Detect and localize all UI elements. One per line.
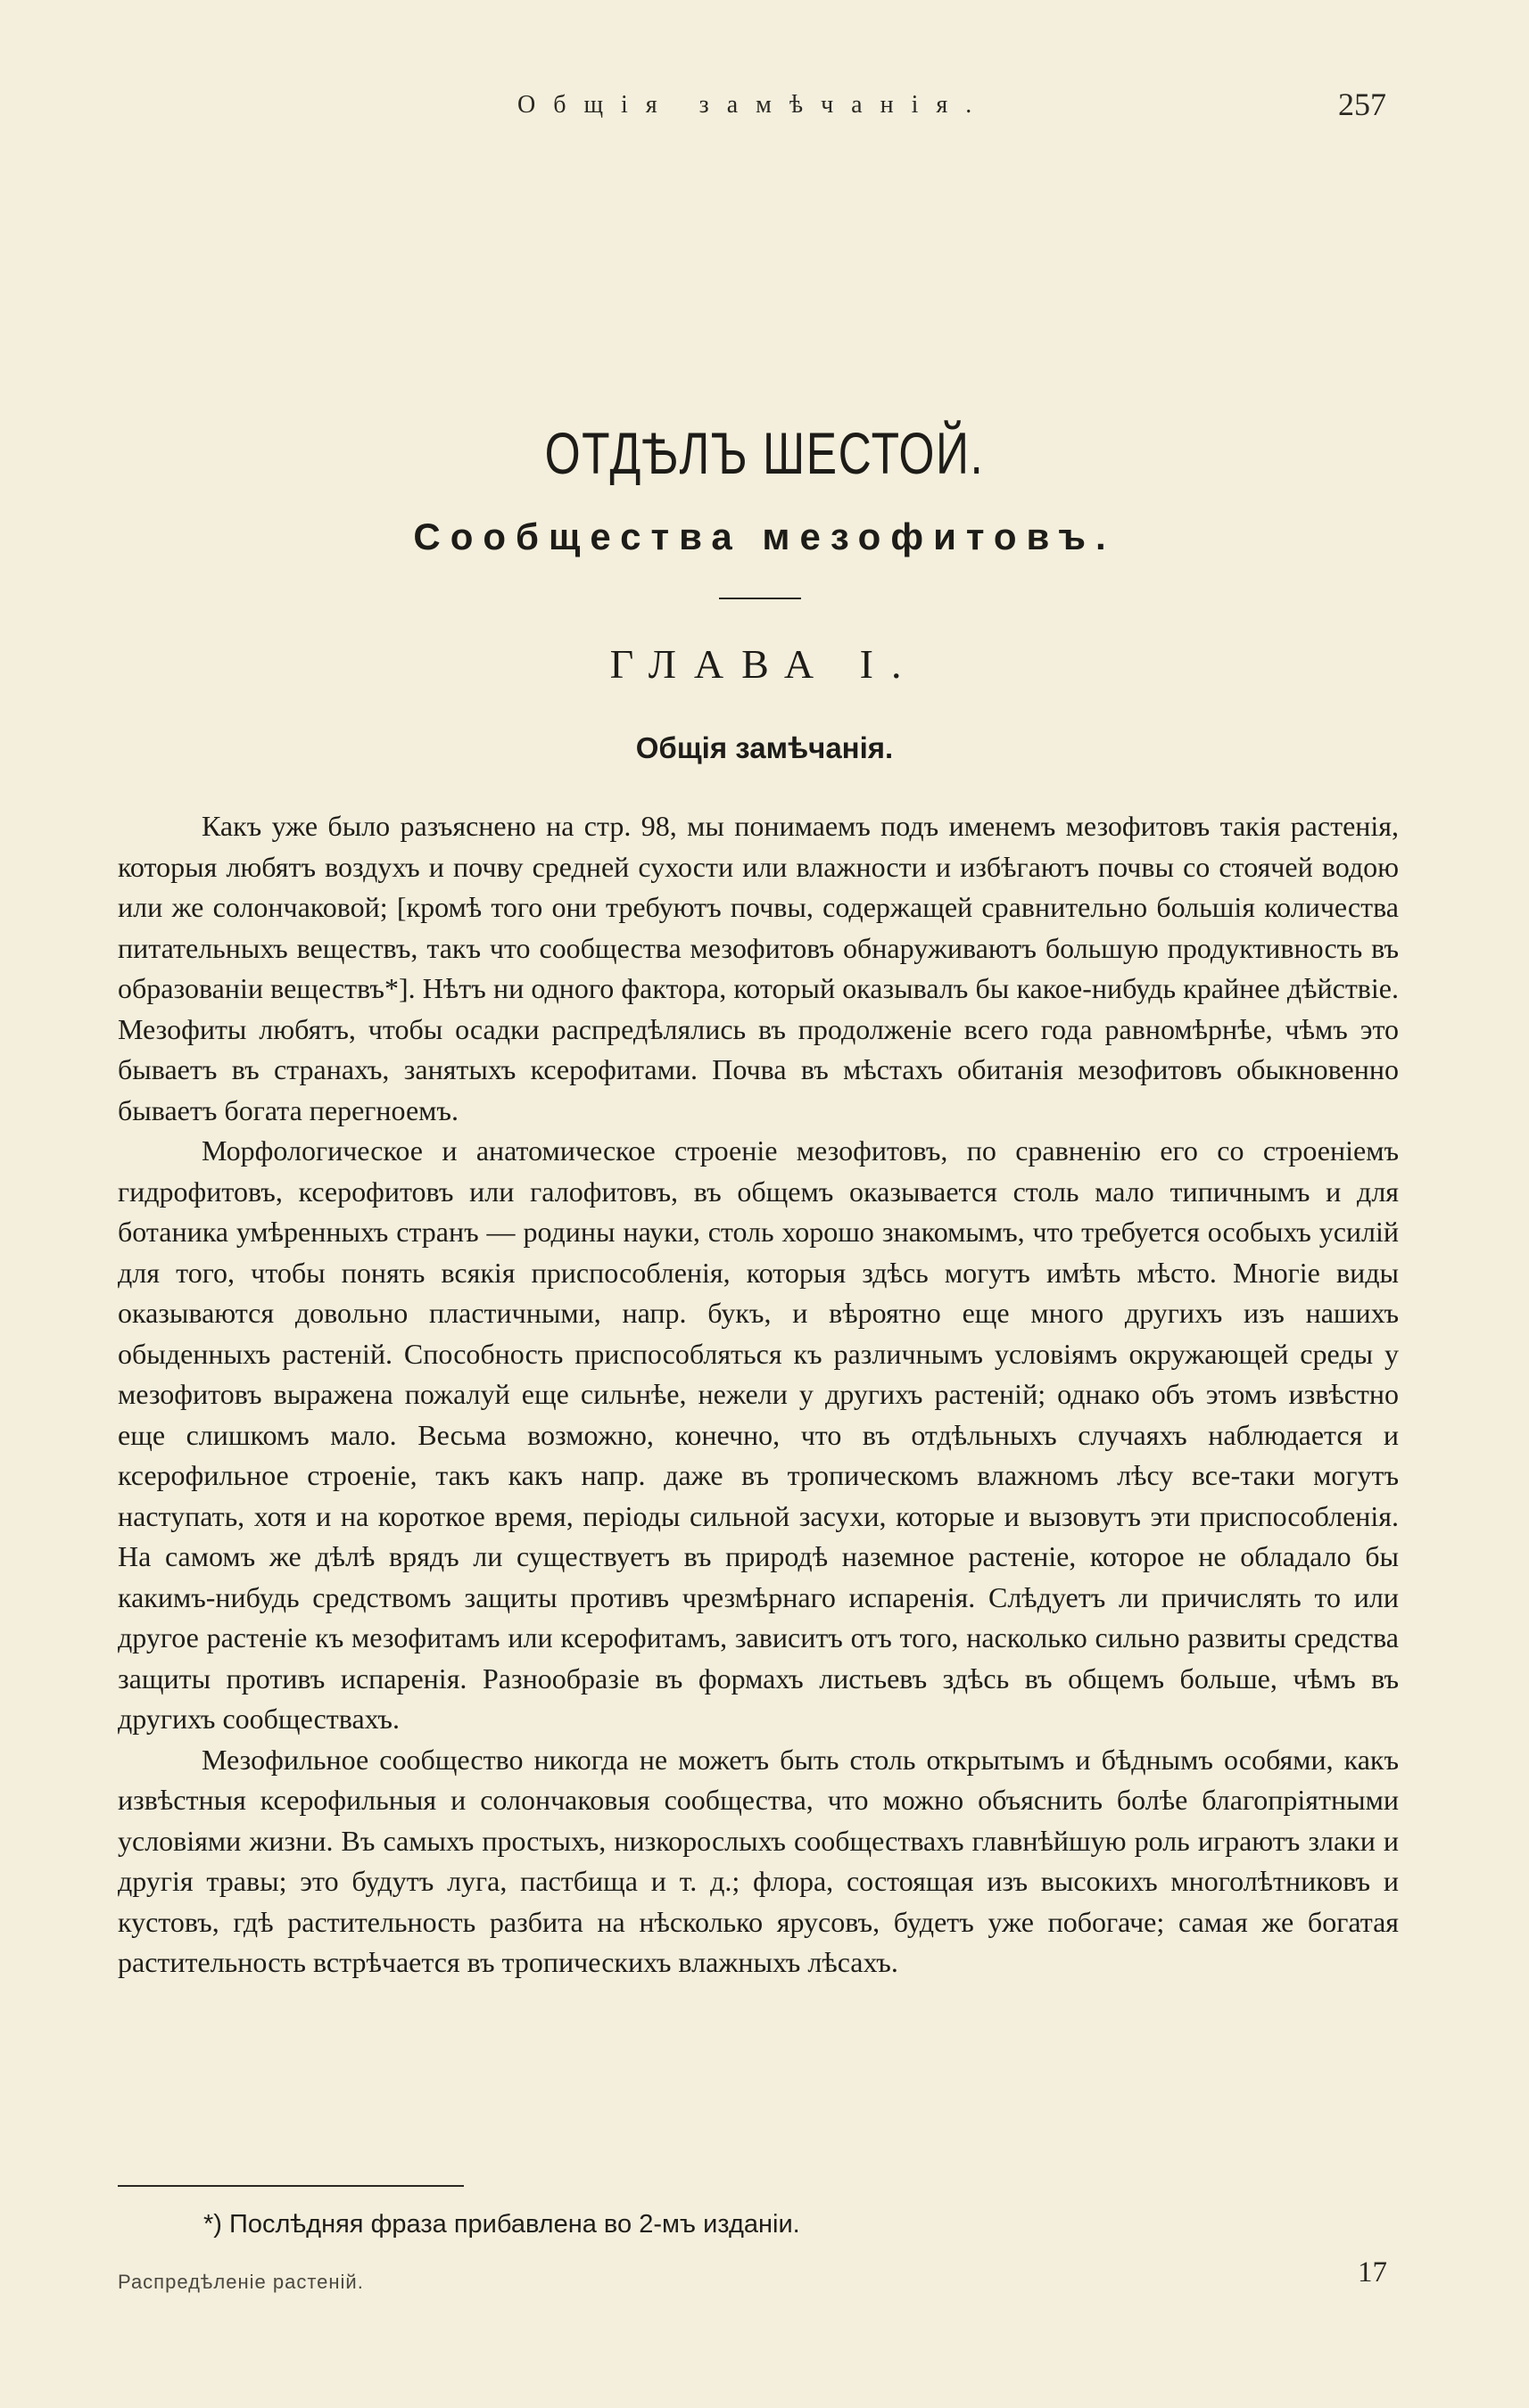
section-subtitle: Сообщества мезофитовъ. [413, 515, 1116, 557]
footnote: *) Послѣдняя фраза прибавлена во 2-мъ изданіи. [203, 2210, 800, 2239]
paragraph: Мезофильное сообщество никогда не можетъ быть столь открытымъ и бѣднымъ особями, какъ извѣстныя ксерофильныя и солончаковыя сообщества, что можно объяснить болѣе благопріятными условіями жизни. Въ самыхъ простыхъ, низкорослыхъ сообществахъ главнѣйшую роль играютъ злаки и другія травы; это будутъ луга, пастбища и т. д.; флора, состоящая изъ высокихъ многолѣтниковъ и кустовъ, гдѣ растительность разбита на нѣсколько ярусовъ, будетъ уже побогаче; самая же богатая растительность встрѣчается въ тропическихъ влажныхъ лѣсахъ. [118, 1743, 1399, 1978]
section-title: ОТДѢЛЪ ШЕСТОЙ. [544, 420, 985, 486]
signature-mark: Распредѣленіе растеній. [118, 2271, 364, 2293]
paragraph: Морфологическое и анатомическое строеніе мезофитовъ, по сравненію его со строеніемъ гидрофитовъ, ксерофитовъ или галофитовъ, въ общемъ оказывается столь мало типичнымъ и для ботаника умѣренныхъ странъ — родины науки, столь хорошо знакомымъ, что требуется особыхъ усилій для того, чтобы понять всякія приспособленія, которыя здѣсь могутъ имѣть мѣсто. Многіе виды оказываются довольно пластичными, напр. букъ, и вѣроятно еще много другихъ изъ нашихъ обыденныхъ растеній. Способность приспособляться къ различнымъ условіямъ окружающей среды у мезофитовъ выражена пожалуй еще сильнѣе, нежели у другихъ растеній; однако объ этомъ извѣстно еще слишкомъ мало. Весьма возможно, конечно, что въ отдѣльныхъ случаяхъ наблюдается и ксерофильное строеніе, такъ какъ напр. даже въ тропическомъ влажномъ лѣсу все-таки могутъ наступать, хотя и на короткое время, періоды сильной засухи, которые и вызовутъ эти приспособленія. На самомъ же дѣлѣ врядъ ли существуетъ въ природѣ наземное растеніе, которое не обладало бы какимъ-нибудь средствомъ защиты противъ чрезмѣрнаго испаренія. Слѣдуетъ ли причислять то или другое растеніе къ мезофитамъ или ксерофитамъ, зависитъ отъ того, насколько сильно развиты средства защиты противъ испаренія. Разнообразіе въ формахъ листьевъ здѣсь въ общемъ больше, чѣмъ въ другихъ сообществахъ. [118, 1134, 1399, 1735]
body-text [118, 806, 1399, 1983]
chapter-title: ГЛАВА I. [609, 641, 920, 687]
running-head [0, 86, 1529, 130]
page-number: 257 [1338, 87, 1386, 122]
signature-number: 17 [1358, 2256, 1387, 2288]
paragraph: Какъ уже было разъяснено на стр. 98, мы понимаемъ подъ именемъ мезофитовъ такія растенія, которыя любятъ воздухъ и почву средней сухости или влажности и избѣгаютъ почвы со стоячей водою или же солончаковой; [кромѣ того они требуютъ почвы, содержащей сравнительно большія количества питательныхъ веществъ, такъ что сообщества мезофитовъ обнаруживаютъ большую продуктивность въ образованіи веществъ*]. Нѣтъ ни одного фактора, который оказывалъ бы какое-нибудь крайнее дѣйствіе. Мезофиты любятъ, чтобы осадки распредѣлялись въ продолженіе всего года равномѣрнѣе, чѣмъ это бываетъ въ странахъ, занятыхъ ксерофитами. Почва въ мѣстахъ обитанія мезофитовъ обыкновенно бываетъ богата перегноемъ. [118, 810, 1399, 1126]
running-title: Общія замѣчанія. [517, 91, 990, 119]
chapter-subtitle: Общія замѣчанія. [635, 731, 894, 764]
footnote-divider [118, 2185, 464, 2187]
title-divider [719, 598, 801, 599]
